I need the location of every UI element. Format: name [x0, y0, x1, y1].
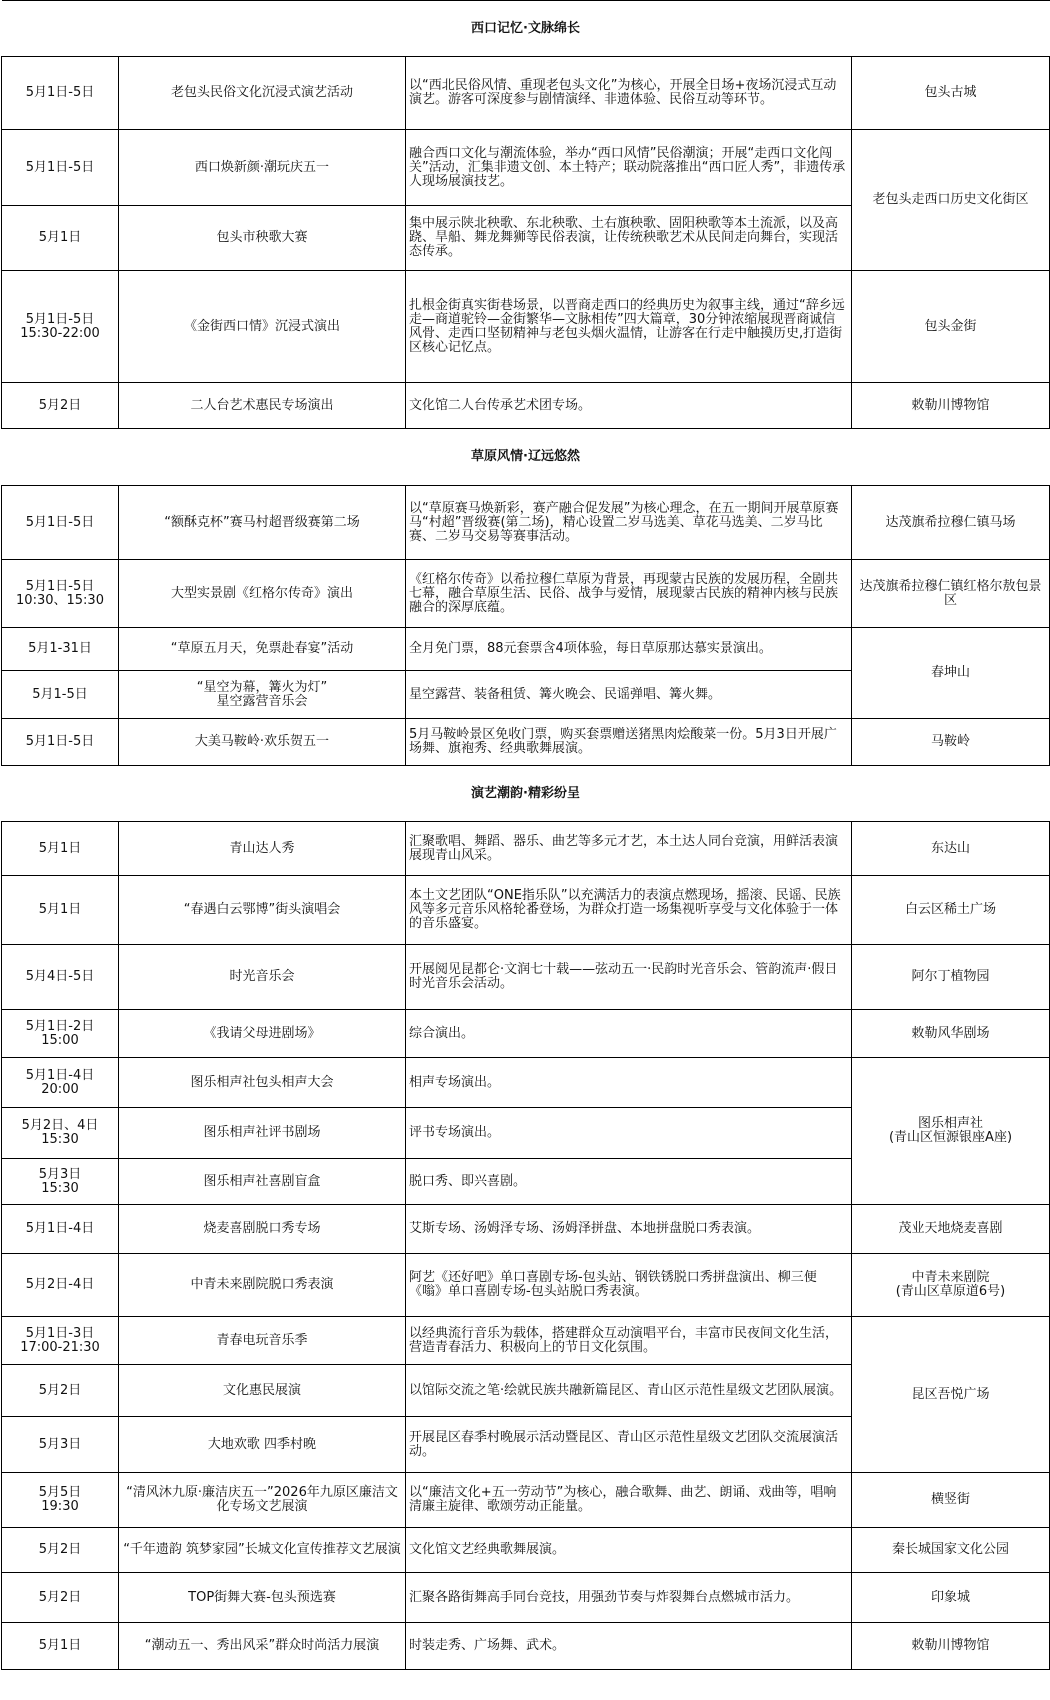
event-venue: 茂业天地烧麦喜剧	[852, 1205, 1050, 1254]
event-date: 5月1日-2日 15:00	[2, 1010, 119, 1058]
table-row	[2, 130, 1050, 206]
event-name: 西口焕新颜·潮玩庆五一	[119, 130, 406, 206]
event-date: 5月1日-5日 15:30-22:00	[2, 271, 119, 383]
event-description: 脱口秀、即兴喜剧。	[406, 1159, 852, 1205]
event-name: 文化惠民展演	[119, 1365, 406, 1417]
event-venue: 老包头走西口历史文化街区	[852, 130, 1050, 271]
event-name: 图乐相声社评书剧场	[119, 1108, 406, 1159]
event-name: “千年遗韵 筑梦家园”长城文化宣传推荐文艺展演	[119, 1528, 406, 1573]
event-date: 5月1日	[2, 1623, 119, 1670]
event-date: 5月2日-4日	[2, 1254, 119, 1317]
event-venue: 白云区稀土广场	[852, 876, 1050, 945]
event-date: 5月2日	[2, 383, 119, 429]
table-row	[2, 1317, 1050, 1365]
table-row	[2, 560, 1050, 628]
event-date: 5月5日 19:30	[2, 1473, 119, 1528]
event-name: “草原五月天，免票赴春宴”活动	[119, 628, 406, 671]
event-venue: 东达山	[852, 822, 1050, 876]
event-description: 《红格尔传奇》以希拉穆仁草原为背景，再现蒙古民族的发展历程，全剧共七幕，融合草原生活、民俗、战争与爱情，展现蒙古民族的精神内核与民族融合的深厚底蕴。	[406, 560, 852, 628]
table-row	[2, 1473, 1050, 1528]
event-venue: 中青未来剧院 (青山区草原道6号)	[852, 1254, 1050, 1317]
event-description: 艾斯专场、汤姆泽专场、汤姆泽拼盘、本地拼盘脱口秀表演。	[406, 1205, 852, 1254]
event-description: 开展阅见昆都仑·文润七十载——弦动五一·民韵时光音乐会、管韵流声·假日时光音乐会活动。	[406, 945, 852, 1010]
event-name: “星空为幕，篝火为灯” 星空露营音乐会	[119, 671, 406, 719]
event-venue: 横竖街	[852, 1473, 1050, 1528]
event-description: 以“草原赛马焕新彩，赛产融合促发展”为核心理念，在五一期间开展草原赛马“村超”晋级赛(第二场)，精心设置二岁马选美、草花马选美、二岁马比赛、二岁马交易等赛事活动。	[406, 486, 852, 560]
event-name: 大地欢歌 四季村晚	[119, 1417, 406, 1473]
event-date: 5月1日-5日	[2, 719, 119, 766]
event-description: 本土文艺团队“ONE指乐队”以充满活力的表演点燃现场，摇滚、民谣、民族风等多元音乐风格轮番登场，为群众打造一场集视听享受与文化体验于一体的音乐盛宴。	[406, 876, 852, 945]
event-date: 5月1-5日	[2, 671, 119, 719]
event-date: 5月2日	[2, 1365, 119, 1417]
section-title: 草原风情·辽远悠然	[2, 429, 1050, 486]
event-venue: 敕勒川博物馆	[852, 383, 1050, 429]
event-description: 相声专场演出。	[406, 1058, 852, 1108]
event-venue: 昆区吾悦广场	[852, 1317, 1050, 1473]
event-name: 大型实景剧《红格尔传奇》演出	[119, 560, 406, 628]
section-header-row	[2, 1, 1050, 57]
event-date: 5月1日-5日	[2, 130, 119, 206]
event-name: 中青未来剧院脱口秀表演	[119, 1254, 406, 1317]
table-row	[2, 1058, 1050, 1108]
event-description: 评书专场演出。	[406, 1108, 852, 1159]
table-row	[2, 822, 1050, 876]
table-row	[2, 876, 1050, 945]
event-description: 以“廉洁文化+五一劳动节”为核心，融合歌舞、曲艺、朗诵、戏曲等，唱响清廉主旋律、歌颂劳动正能量。	[406, 1473, 852, 1528]
event-name: 二人台艺术惠民专场演出	[119, 383, 406, 429]
event-description: 开展昆区春季村晚展示活动暨昆区、青山区示范性星级文艺团队交流展演活动。	[406, 1417, 852, 1473]
event-name: “额酥克杯”赛马村超晋级赛第二场	[119, 486, 406, 560]
event-name: 包头市秧歌大赛	[119, 206, 406, 271]
event-date: 5月4日-5日	[2, 945, 119, 1010]
event-date: 5月1日	[2, 206, 119, 271]
event-description: 星空露营、装备租赁、篝火晚会、民谣弹唱、篝火舞。	[406, 671, 852, 719]
event-name: 青山达人秀	[119, 822, 406, 876]
event-name: “春遇白云鄂博”街头演唱会	[119, 876, 406, 945]
section-header-row	[2, 429, 1050, 486]
event-venue: 包头古城	[852, 57, 1050, 130]
event-venue: 敕勒川博物馆	[852, 1623, 1050, 1670]
table-row	[2, 57, 1050, 130]
table-row	[2, 1623, 1050, 1670]
event-name: “潮动五一、秀出风采”群众时尚活力展演	[119, 1623, 406, 1670]
table-row	[2, 628, 1050, 671]
table-row	[2, 1010, 1050, 1058]
event-description: 以“西北民俗风情、重现老包头文化”为核心，开展全日场+夜场沉浸式互动演艺。游客可深度参与剧情演绎、非遗体验、民俗互动等环节。	[406, 57, 852, 130]
table-row	[2, 1254, 1050, 1317]
section-header-row	[2, 766, 1050, 822]
event-description: 以馆际交流之笔·绘就民族共融新篇昆区、青山区示范性星级文艺团队展演。	[406, 1365, 852, 1417]
event-name: 烧麦喜剧脱口秀专场	[119, 1205, 406, 1254]
event-venue: 秦长城国家文化公园	[852, 1528, 1050, 1573]
event-description: 以经典流行音乐为载体，搭建群众互动演唱平台，丰富市民夜间文化生活，营造青春活力、积极向上的节日文化氛围。	[406, 1317, 852, 1365]
event-date: 5月1日-4日 20:00	[2, 1058, 119, 1108]
event-name: 图乐相声社喜剧盲盒	[119, 1159, 406, 1205]
event-venue: 达茂旗希拉穆仁镇马场	[852, 486, 1050, 560]
event-date: 5月1日-3日 17:00-21:30	[2, 1317, 119, 1365]
event-venue: 达茂旗希拉穆仁镇红格尔敖包景区	[852, 560, 1050, 628]
event-description: 融合西口文化与潮流体验，举办“西口风情”民俗潮演；开展“走西口文化闯关”活动，汇集非遗文创、本土特产；联动院落推出“西口匠人秀”，非遗传承人现场展演技艺。	[406, 130, 852, 206]
event-venue: 阿尔丁植物园	[852, 945, 1050, 1010]
event-date: 5月2日	[2, 1573, 119, 1623]
event-description: 扎根金街真实街巷场景，以晋商走西口的经典历史为叙事主线，通过“辞乡远走—商道驼铃—金街繁华—文脉相传”四大篇章，30分钟浓缩展现晋商诚信风骨、走西口坚韧精神与老包头烟火温情，让游客在行走中触摸历史,打造街区核心记忆点。	[406, 271, 852, 383]
section-title: 西口记忆·文脉绵长	[2, 1, 1050, 57]
event-name: TOP街舞大赛-包头预选赛	[119, 1573, 406, 1623]
event-date: 5月3日 15:30	[2, 1159, 119, 1205]
event-date: 5月1-31日	[2, 628, 119, 671]
event-date: 5月1日-5日 10:30、15:30	[2, 560, 119, 628]
event-venue: 图乐相声社 (青山区恒源银座A座)	[852, 1058, 1050, 1205]
event-name: “清风沐九原·廉洁庆五一”2026年九原区廉洁文化专场文艺展演	[119, 1473, 406, 1528]
event-date: 5月1日	[2, 876, 119, 945]
event-description: 汇聚歌唱、舞蹈、器乐、曲艺等多元才艺，本土达人同台竞演，用鲜活表演展现青山风采。	[406, 822, 852, 876]
event-date: 5月1日-4日	[2, 1205, 119, 1254]
event-description: 集中展示陕北秧歌、东北秧歌、土右旗秧歌、固阳秧歌等本土流派，以及高跷、旱船、舞龙舞狮等民俗表演，让传统秧歌艺术从民间走向舞台，实现活态传承。	[406, 206, 852, 271]
event-name: 大美马鞍岭·欢乐贺五一	[119, 719, 406, 766]
event-venue: 包头金街	[852, 271, 1050, 383]
event-name: 时光音乐会	[119, 945, 406, 1010]
event-schedule-table	[1, 0, 1050, 1670]
event-description: 文化馆二人台传承艺术团专场。	[406, 383, 852, 429]
event-description: 5月马鞍岭景区免收门票，购买套票赠送猪黑肉烩酸菜一份。5月3日开展广场舞、旗袍秀、经典歌舞展演。	[406, 719, 852, 766]
event-venue: 春坤山	[852, 628, 1050, 719]
section-title: 演艺潮韵·精彩纷呈	[2, 766, 1050, 822]
event-description: 文化馆文艺经典歌舞展演。	[406, 1528, 852, 1573]
event-date: 5月2日、4日 15:30	[2, 1108, 119, 1159]
table-row	[2, 383, 1050, 429]
event-date: 5月1日	[2, 822, 119, 876]
event-date: 5月2日	[2, 1528, 119, 1573]
table-row	[2, 1205, 1050, 1254]
table-row	[2, 486, 1050, 560]
event-description: 汇聚各路街舞高手同台竞技，用强劲节奏与炸裂舞台点燃城市活力。	[406, 1573, 852, 1623]
event-name: 老包头民俗文化沉浸式演艺活动	[119, 57, 406, 130]
event-name: 《我请父母进剧场》	[119, 1010, 406, 1058]
event-date: 5月1日-5日	[2, 486, 119, 560]
event-venue: 印象城	[852, 1573, 1050, 1623]
event-venue: 敕勒风华剧场	[852, 1010, 1050, 1058]
table-row	[2, 945, 1050, 1010]
table-row	[2, 271, 1050, 383]
table-row	[2, 1528, 1050, 1573]
event-name: 青春电玩音乐季	[119, 1317, 406, 1365]
event-name: 图乐相声社包头相声大会	[119, 1058, 406, 1108]
table-row	[2, 719, 1050, 766]
event-date: 5月3日	[2, 1417, 119, 1473]
event-date: 5月1日-5日	[2, 57, 119, 130]
table-row	[2, 1573, 1050, 1623]
event-name: 《金街西口情》沉浸式演出	[119, 271, 406, 383]
event-description: 时装走秀、广场舞、武术。	[406, 1623, 852, 1670]
event-description: 全月免门票，88元套票含4项体验，每日草原那达慕实景演出。	[406, 628, 852, 671]
event-description: 综合演出。	[406, 1010, 852, 1058]
event-venue: 马鞍岭	[852, 719, 1050, 766]
event-description: 阿艺《还好吧》单口喜剧专场-包头站、钢铁锈脱口秀拼盘演出、柳三便《嗡》单口喜剧专场-包头站脱口秀表演。	[406, 1254, 852, 1317]
